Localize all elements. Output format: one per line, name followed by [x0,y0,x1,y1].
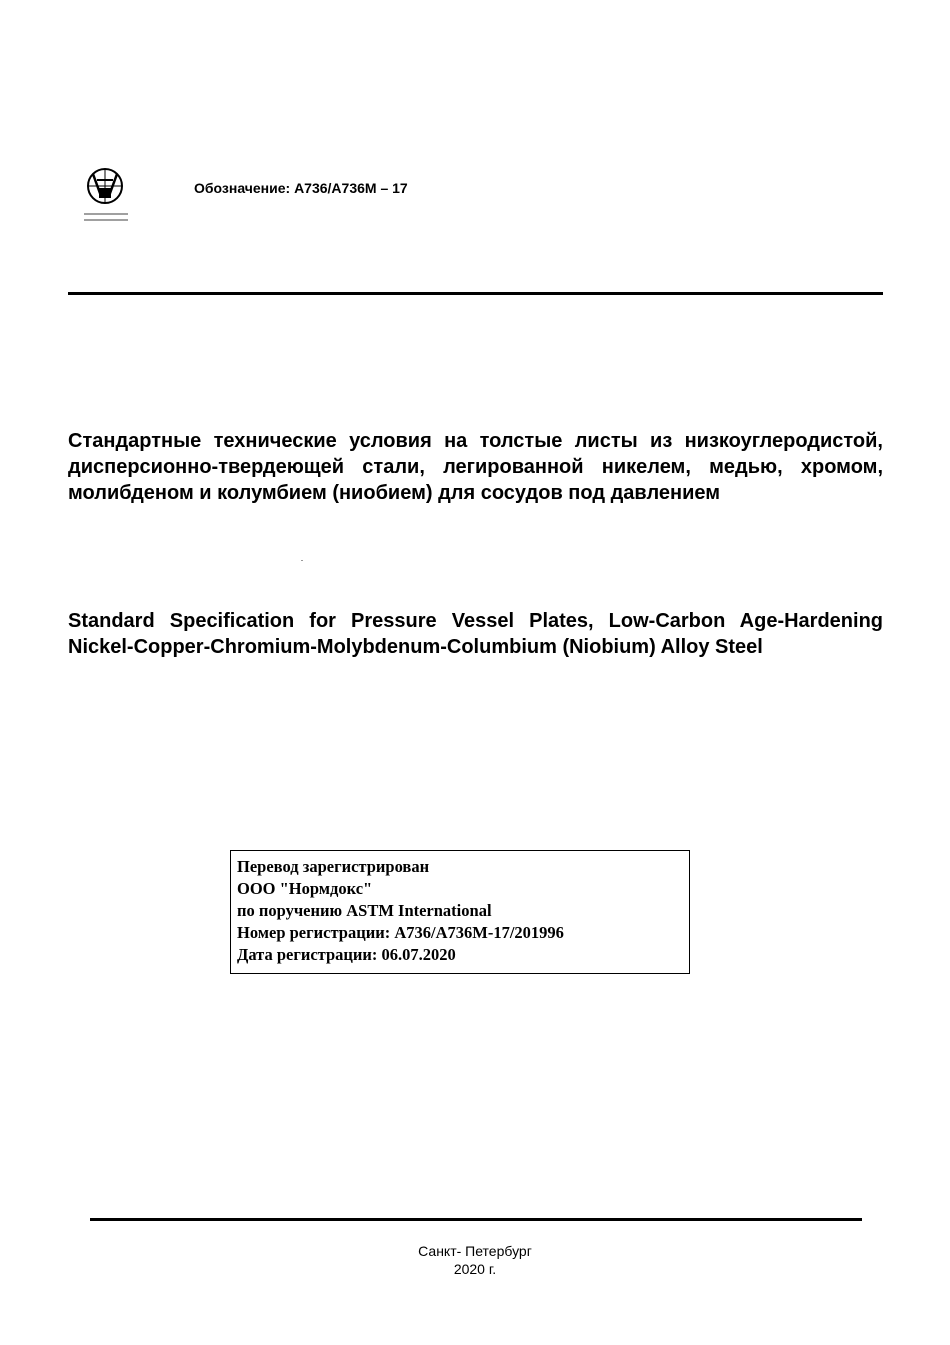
title-russian: Стандартные технические условия на толстые листы из низкоуглеродистой, дисперсионно-твердеющей стали, легированной никелем, медью, хромом, молибденом и колумбием (ниобием) для сосудов под давлением [68,430,883,504]
astm-logo [80,166,132,222]
registration-line: ООО "Нормдокс" [237,879,373,898]
registration-date: Дата регистрации: 06.07.2020 [237,945,456,964]
document-designation: Обозначение: A736/A736M – 17 [194,180,408,196]
title-english: Standard Specification for Pressure Vessel Plates, Low-Carbon Age-Hardening Nickel-Copper-Chromium-Molybdenum-Columbium (Niobium) Alloy Steel [68,610,883,658]
registration-line: по поручению ASTM International [237,901,492,920]
astm-logo-icon [80,166,132,222]
footer-year: 2020 г. [453,1261,497,1277]
bottom-divider [90,1218,862,1221]
registration-line: Перевод зарегистрирован [237,857,430,876]
registration-number: Номер регистрации: A736/A736M-17/201996 [237,923,564,942]
scan-speck [301,560,303,561]
registration-box [230,850,690,974]
footer-city: Санкт- Петербург [418,1243,532,1259]
top-divider [68,292,883,295]
